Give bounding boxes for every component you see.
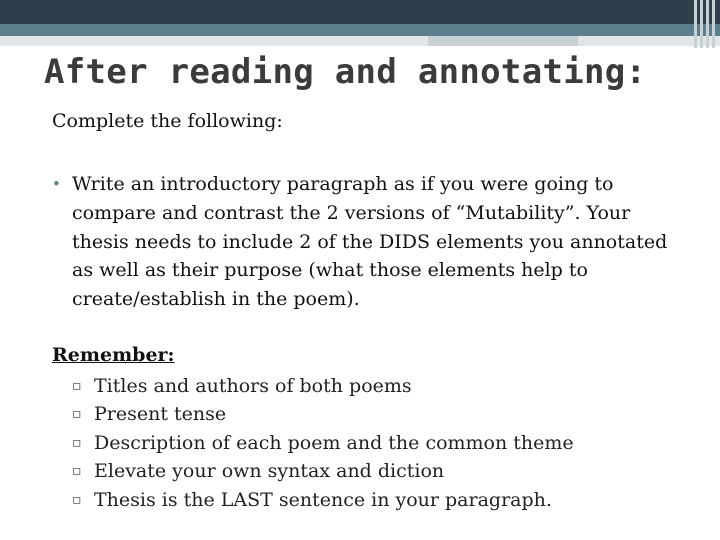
remember-item-text: Thesis is the LAST sentence in your paragraph. bbox=[94, 488, 552, 511]
remember-item bbox=[72, 372, 692, 400]
header-stripes bbox=[692, 0, 720, 48]
remember-item-text: Titles and authors of both poems bbox=[94, 375, 412, 397]
slide-title: After reading and annotating: bbox=[44, 52, 647, 92]
remember-item bbox=[72, 429, 692, 457]
square-bullet-icon: ▫ bbox=[72, 378, 82, 394]
remember-heading: Remember: bbox=[52, 344, 175, 366]
square-bullet-icon: ▫ bbox=[72, 406, 82, 423]
square-bullet-icon: ▫ bbox=[72, 463, 82, 480]
remember-list bbox=[72, 372, 692, 514]
header-bar-accent bbox=[428, 36, 578, 46]
remember-item bbox=[72, 400, 692, 428]
remember-item bbox=[72, 486, 692, 514]
bullet-marker: • bbox=[52, 175, 61, 193]
remember-item-text: Elevate your own syntax and diction bbox=[94, 460, 445, 483]
remember-item bbox=[72, 457, 692, 485]
remember-item-text: Description of each poem and the common theme bbox=[94, 431, 574, 454]
intro-text: Complete the following: bbox=[52, 110, 283, 132]
bullet-item bbox=[52, 170, 692, 314]
bullet-text: Write an introductory paragraph as if you were going to compare and contrast the 2 versions of “Mutability”. Your thesis needs to include 2 of the DIDS elements you annotated as well as their purpose (what those elements help to create/establish in the poem). bbox=[72, 173, 668, 311]
header-bar-teal bbox=[0, 24, 720, 36]
header-bar-light bbox=[0, 36, 720, 46]
header-bar-dark bbox=[0, 0, 720, 24]
square-bullet-icon: ▫ bbox=[72, 434, 82, 451]
square-bullet-icon: ▫ bbox=[72, 491, 82, 508]
remember-item-text: Present tense bbox=[94, 403, 227, 426]
